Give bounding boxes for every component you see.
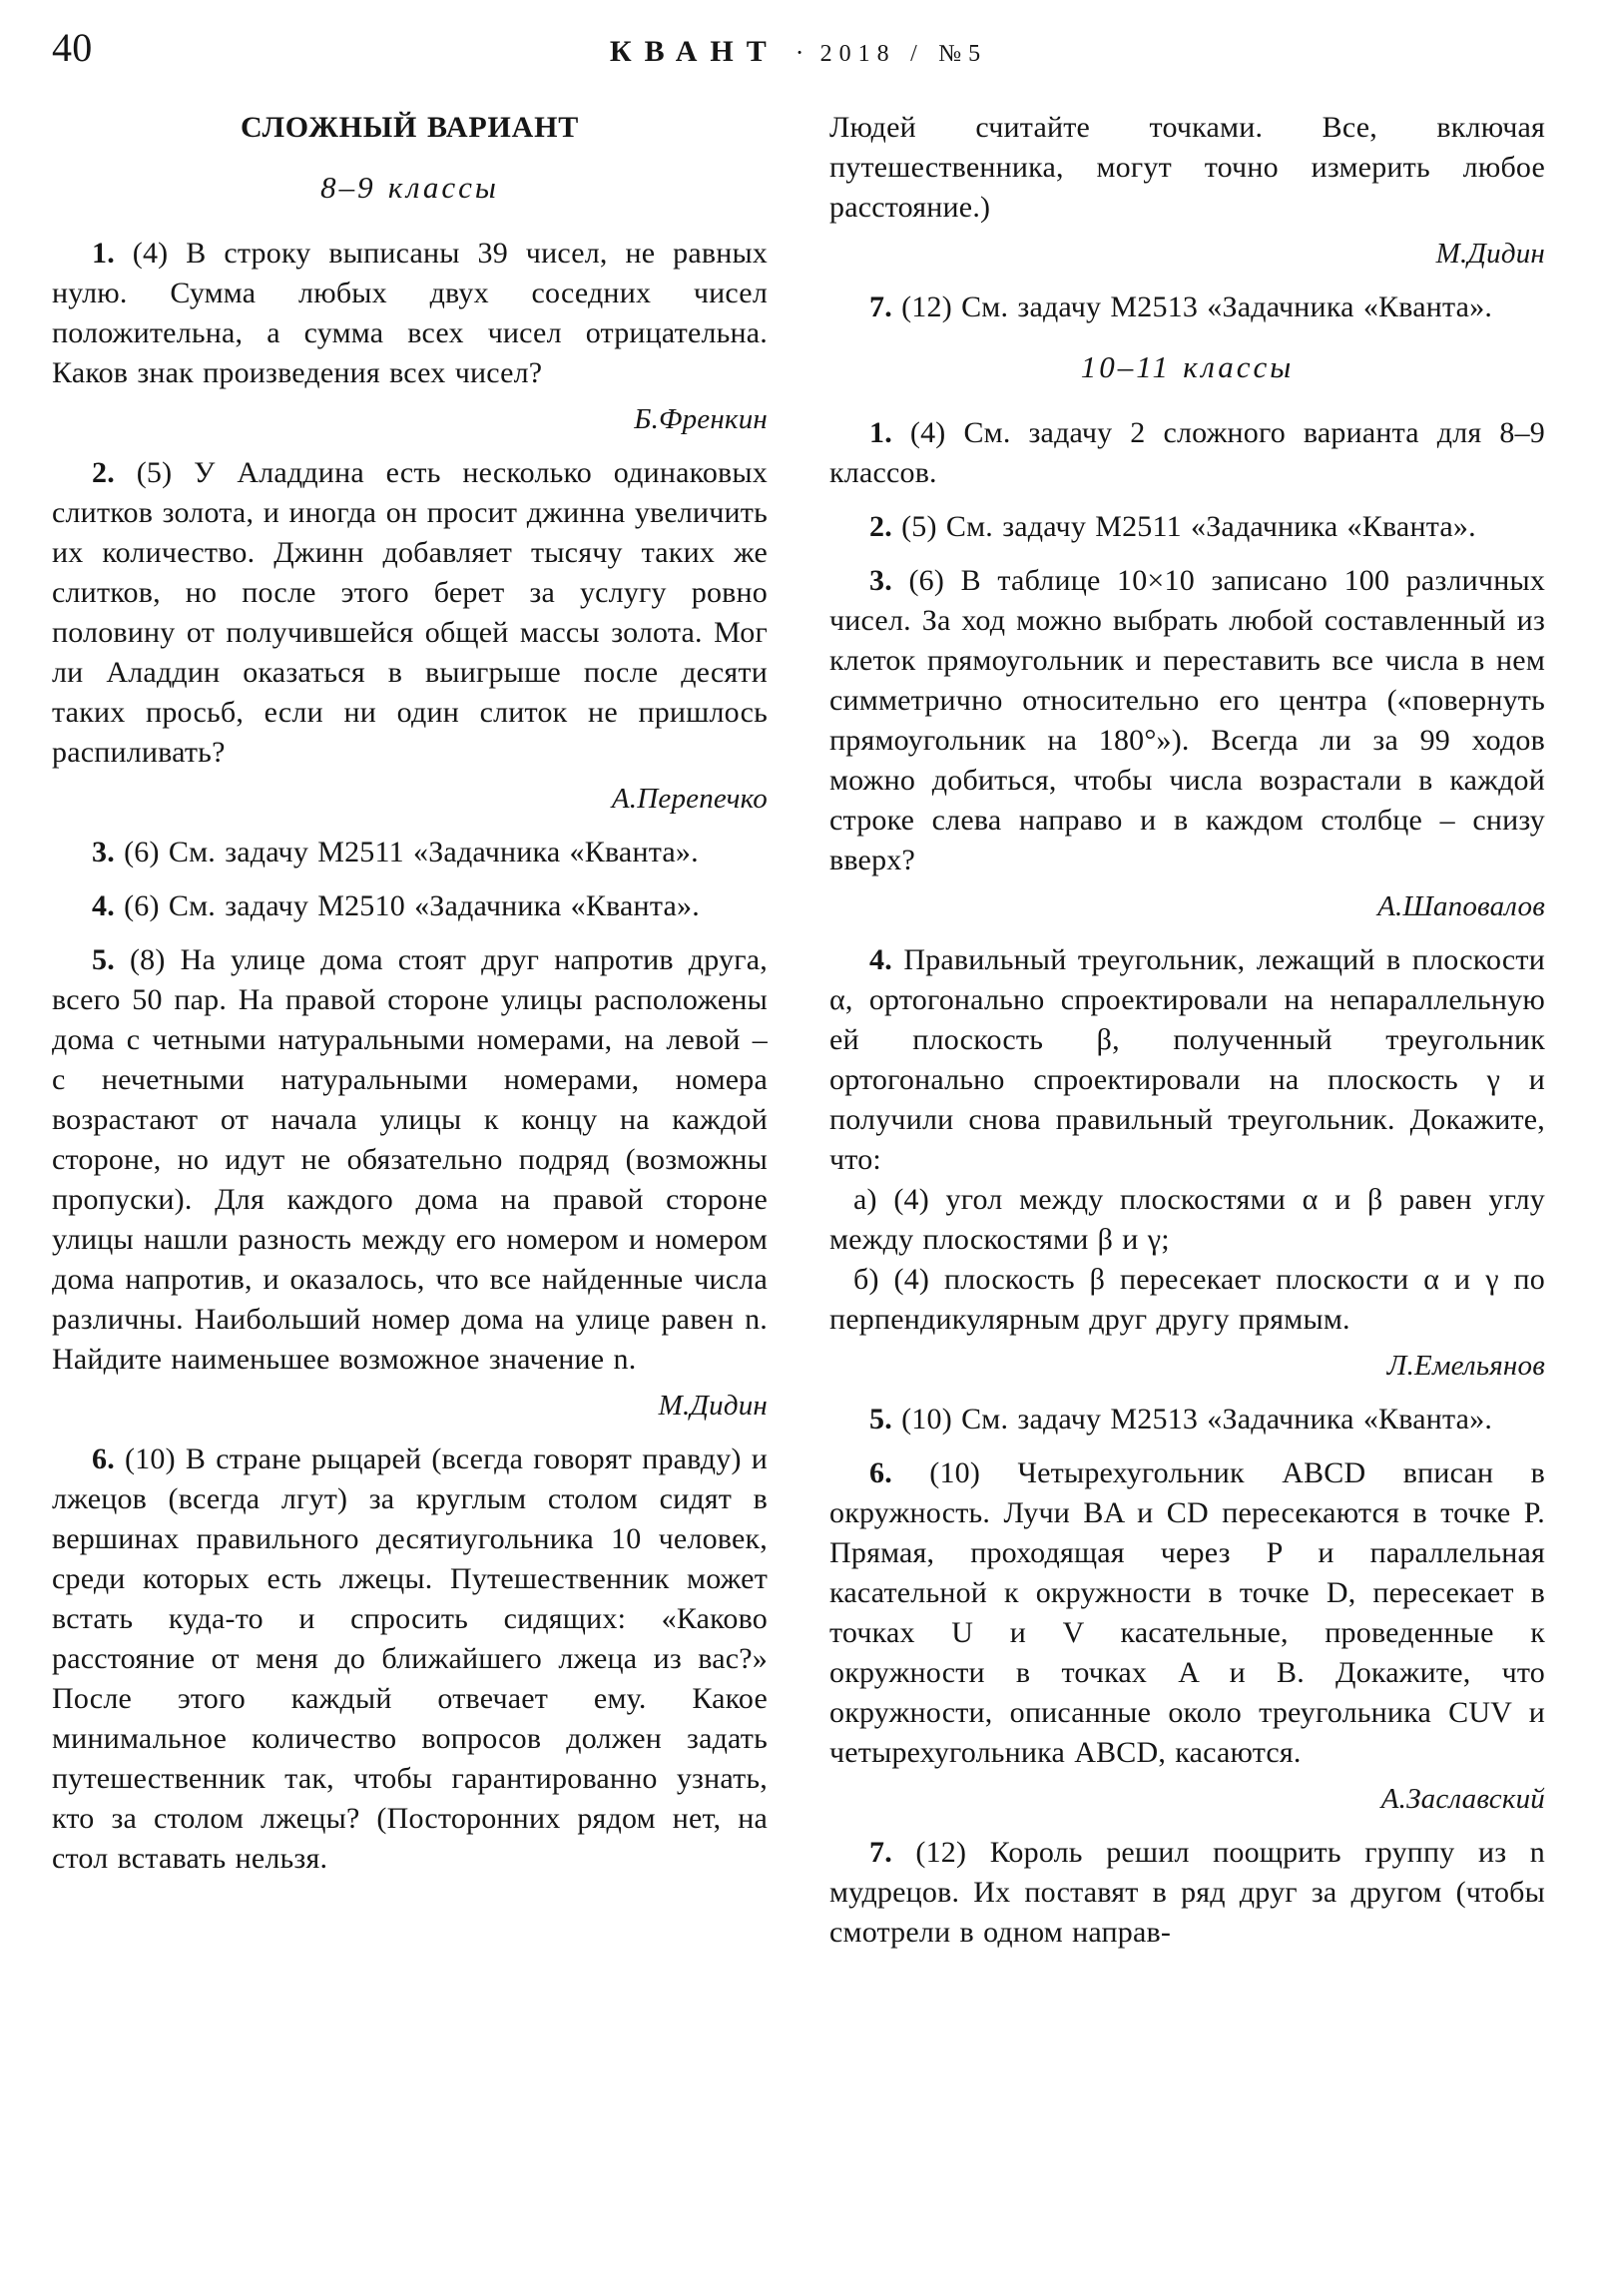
- problem-points: (12): [915, 1836, 967, 1869]
- problem-text: Четырехугольник ABCD вписан в окружность. Лучи BA и CD пересекаются в точке P. Прямая, проходящая через P и параллельная касательной к окружности в точке D, пересекает в точках U и V касательные, проведенные к окружности в точках A и B. Докажите, что окружности, описанные около треугольника CUV и четырехугольника ABCD, касаются.: [829, 1456, 1546, 1769]
- author-signature: М.Дидин: [1435, 238, 1545, 270]
- problem-number: 4.: [92, 889, 115, 922]
- problem-text: См. задачу М2511 «Задачника «Кванта».: [168, 836, 699, 868]
- author-signature: А.Заславский: [1380, 1783, 1545, 1815]
- problem-points: (5): [136, 456, 173, 489]
- problem-points: (10): [901, 1403, 952, 1435]
- problem-text: Король решил поощрить группу из n мудрецов. Их поставят в ряд друг за другом (чтобы смотрели в одном направ-: [829, 1836, 1545, 1949]
- problem-points: (6): [908, 564, 945, 597]
- problem-number: 2.: [92, 456, 115, 489]
- problem-8-9-6: [52, 1439, 768, 1879]
- left-column: [52, 108, 768, 1879]
- author-signature: Б.Френкин: [634, 403, 768, 435]
- problem-number: 6.: [869, 1456, 892, 1489]
- problem-points: (6): [124, 836, 160, 868]
- problem-text: См. задачу М2513 «Задачника «Кванта».: [961, 1403, 1493, 1435]
- problem-text: У Аладдина есть несколько одинаковых слитков золота, и иногда он просит джинна увеличить их количество. Джинн добавляет тысячу таких же слитков, но после этого берет за услугу ровно половину от получившейся общей массы золота. Мог ли Аладдин оказаться в выигрыше после десяти таких просьб, если ни один слиток не пришлось распиливать?: [52, 456, 768, 769]
- problem-number: 3.: [869, 564, 892, 597]
- problem-number: 7.: [869, 290, 892, 323]
- problem-8-9-3: [52, 833, 768, 872]
- problem-number: 5.: [869, 1403, 892, 1435]
- problem-text: См. задачу М2511 «Задачника «Кванта».: [945, 510, 1476, 543]
- problem-8-9-1: [52, 234, 768, 393]
- problem-number: 1.: [869, 416, 892, 449]
- grade-heading-8-9: 8–9 классы: [320, 170, 499, 205]
- page-header: [52, 26, 1545, 74]
- journal-title: [202, 32, 1395, 74]
- problem-number: 1.: [92, 237, 115, 270]
- journal-separator: ·: [795, 38, 804, 67]
- problem-points: (10): [929, 1456, 981, 1489]
- problem-text: Правильный треугольник, лежащий в плоскости α, ортогонально спроектировали на непараллельную ей плоскость β, полученный треугольник ортогонально спроектировали на плоскость γ и получили снова правильный треугольник. Докажите, что:: [829, 943, 1545, 1176]
- problem-8-9-4: [52, 886, 768, 926]
- problem-text: В строку выписаны 39 чисел, не равных нулю. Сумма любых двух соседних чисел положительна, а сумма всех чисел отрицательна. Каков знак произведения всех чисел?: [52, 237, 769, 389]
- problem-10-11-6: [829, 1453, 1545, 1773]
- problem-points: (5): [901, 510, 937, 543]
- author-signature: А.Шаповалов: [1377, 890, 1545, 922]
- journal-issue: 2018 / №5: [819, 41, 988, 67]
- problem-10-11-5: [829, 1400, 1545, 1439]
- problem-points: (12): [901, 290, 952, 323]
- problem-text: См. задачу М2510 «Задачника «Кванта».: [168, 889, 700, 922]
- problem-points: (4): [132, 237, 169, 270]
- problem-number: 6.: [92, 1442, 115, 1475]
- problem-10-11-2: [829, 507, 1545, 547]
- grade-heading-10-11: 10–11 классы: [1080, 349, 1295, 384]
- problem-text: См. задачу М2513 «Задачника «Кванта».: [961, 290, 1493, 323]
- problem-10-11-3: [829, 561, 1545, 880]
- right-column: [829, 108, 1545, 1953]
- problem-10-11-4-item-b: б) (4) плоскость β пересекает плоскости α и γ по перпендикулярным друг другу прямым.: [829, 1263, 1545, 1336]
- problem-number: 7.: [869, 1836, 892, 1869]
- section-title: СЛОЖНЫЙ ВАРИАНТ: [240, 111, 580, 144]
- problem-8-9-2: [52, 453, 768, 773]
- columns: [52, 108, 1545, 1953]
- problem-number: 4.: [869, 943, 892, 976]
- problem-8-9-7: [829, 287, 1545, 327]
- author-signature: М.Дидин: [658, 1390, 768, 1422]
- problem-8-9-6-continuation: Людей считайте точками. Все, включая путешественника, могут точно измерить любое расстояние.): [829, 111, 1545, 224]
- problem-10-11-7: [829, 1833, 1545, 1953]
- journal-name: КВАНТ: [609, 35, 780, 68]
- problem-text: В таблице 10×10 записано 100 различных чисел. За ход можно выбрать любой составленный из клеток прямоугольник и переставить все числа в нем симметрично относительно его центра («повернуть прямоугольник на 180°»). Всегда ли за 99 ходов можно добиться, чтобы числа возрастали в каждой строке слева направо и в каждом столбце – снизу вверх?: [829, 564, 1546, 876]
- problem-number: 5.: [92, 943, 115, 976]
- problem-text: На улице дома стоят друг напротив друга, всего 50 пар. На правой стороне улицы расположены дома с четными натуральными номерами, на левой – с нечетными натуральными номерами, номера возрастают от начала улицы к концу на каждой стороне, но идут не обязательно подряд (возможны пропуски). Для каждого дома на правой стороне улицы нашли разность между его номером и номером дома напротив, и оказалось, что все найденные числа различны. Наибольший номер дома на улице равен n. Найдите наименьшее возможное значение n.: [52, 943, 768, 1376]
- problem-text: В стране рыцарей (всегда говорят правду) и лжецов (всегда лгут) за круглым столом сидят в вершинах правильного десятиугольника 10 человек, среди которых есть лжецы. Путешественник может встать куда-то и спросить сидящих: «Каково расстояние от меня до ближайшего лжеца из вас?» После этого каждый отвечает ему. Какое минимальное количество вопросов должен задать путешественник так, чтобы гарантированно узнать, кто за столом лжецы? (Посторонних рядом нет, на стол вставать нельзя.: [52, 1442, 768, 1875]
- author-signature: Л.Емельянов: [1386, 1350, 1545, 1382]
- problem-number: 3.: [92, 836, 115, 868]
- problem-points: (6): [124, 889, 160, 922]
- problem-10-11-4: [829, 940, 1545, 1180]
- problem-text: См. задачу 2 сложного варианта для 8–9 классов.: [829, 416, 1545, 489]
- problem-points: (4): [909, 416, 946, 449]
- problem-10-11-1: [829, 413, 1545, 493]
- problem-8-9-5: [52, 940, 768, 1380]
- problem-10-11-4-item-a: а) (4) угол между плоскостями α и β равен углу между плоскостями β и γ;: [829, 1183, 1545, 1256]
- problem-points: (10): [125, 1442, 176, 1475]
- problem-points: (8): [129, 943, 166, 976]
- page-number: 40: [52, 25, 93, 70]
- problem-number: 2.: [869, 510, 892, 543]
- author-signature: А.Перепечко: [611, 783, 768, 815]
